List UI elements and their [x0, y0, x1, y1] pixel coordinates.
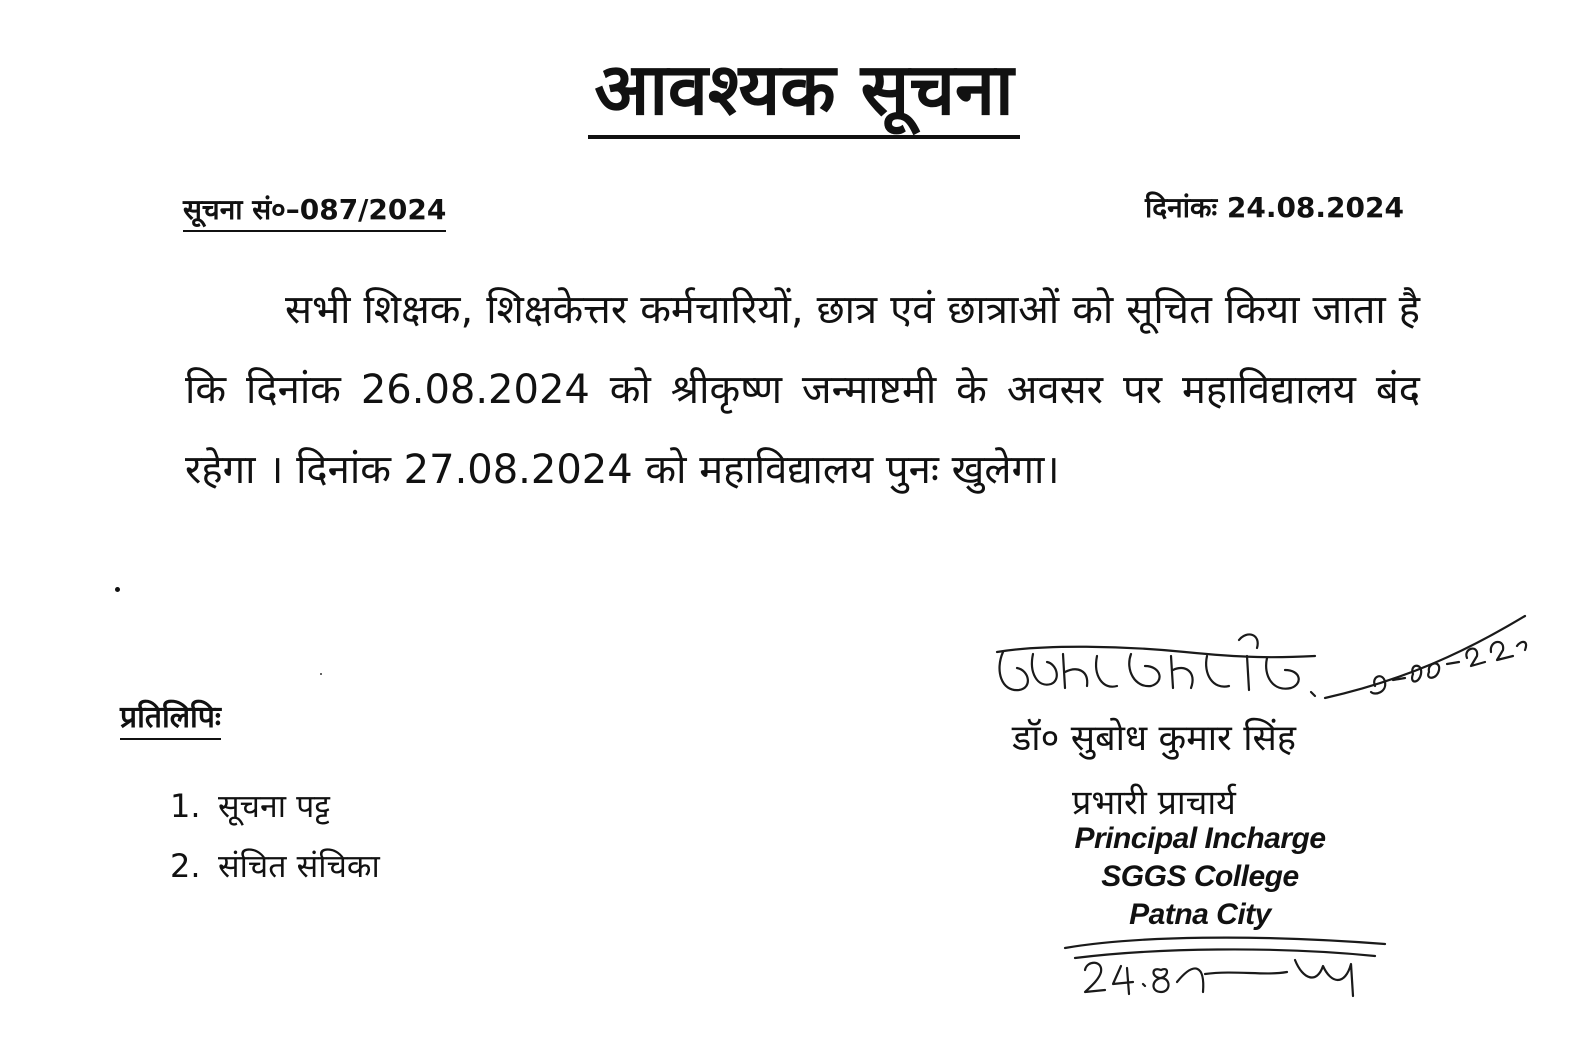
list-item-number: 1.	[170, 787, 201, 825]
official-stamp	[1040, 820, 1360, 934]
notice-number: सूचना सं०–087/2024	[183, 190, 446, 232]
stamp-line: SGGS College	[1101, 860, 1299, 893]
stamp-line: Patna City	[1129, 898, 1271, 931]
copy-to-label: प्रतिलिपिः	[120, 695, 221, 740]
scan-dot	[115, 587, 120, 592]
list-item	[170, 842, 380, 902]
signatory-designation: प्रभारी प्राचार्य	[1072, 783, 1236, 823]
scan-dot	[320, 673, 322, 675]
handwritten-initials	[1055, 930, 1395, 1000]
notice-date: दिनांकः 24.08.2024	[1145, 191, 1404, 224]
list-item-text: सूचना पट्ट	[218, 787, 330, 825]
stamp-line: Principal Incharge	[1074, 822, 1326, 855]
notice-title-text: आवश्यक सूचना	[588, 50, 1019, 139]
list-item-number: 2.	[170, 847, 201, 885]
list-item	[170, 782, 380, 842]
list-item-text: संचित संचिका	[218, 847, 380, 885]
notice-title	[0, 47, 1579, 139]
copy-to-list	[170, 782, 380, 902]
notice-body: सभी शिक्षक, शिक्षकेत्तर कर्मचारियों, छात्र एवं छात्राओं को सूचित किया जाता है कि दिनांक 26.08.2024 को श्रीकृष्ण जन्माष्टमी के अवसर पर महाविद्यालय बंद रहेगा । दिनांक 27.08.2024 को महाविद्यालय पुनः खुलेगा।	[185, 287, 1420, 493]
handwritten-signature	[985, 600, 1545, 710]
signatory-name: डॉ० सुबोध कुमार सिंह	[1012, 718, 1296, 759]
